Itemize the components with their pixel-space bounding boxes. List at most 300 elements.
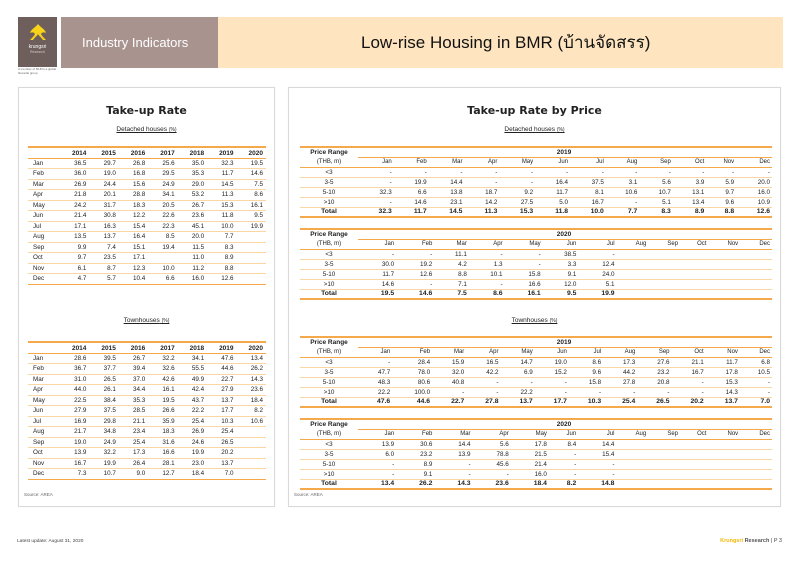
cell-value [237,437,266,448]
total-value [708,479,740,489]
month-header: Aug [616,429,648,439]
cell-value: 10.4 [119,274,148,285]
take-up-rate-panel [18,87,275,507]
total-value: 8.3 [639,207,673,217]
cell-value: 16.6 [148,448,177,459]
cell-value: 8.9 [396,459,434,469]
cell-value: 14.2 [464,197,499,207]
year-row [300,229,772,239]
cell-value [740,459,772,469]
cell-value [237,232,266,243]
panel-title: Take-up Rate by Price [467,104,602,117]
cell-value: - [535,387,569,397]
cell-value: 6.9 [501,367,535,377]
cell-value: 10.6 [237,416,266,427]
total-value [648,479,680,489]
table-body [300,167,772,217]
column-header: 2017 [148,147,177,158]
cell-value [648,259,680,269]
cell-value: 25.4 [119,437,148,448]
townhouses-subtitle [19,317,274,324]
cell-value: 20.0 [178,232,207,243]
cell-value: 8.3 [207,242,236,253]
header-row [28,342,266,353]
section-title: Industry Indicators [82,35,189,50]
cell-value: 14.6 [358,279,396,289]
cell-value: 78.0 [392,367,432,377]
total-label: Total [300,479,358,489]
page-number: | P 3 [770,538,782,544]
table-row [300,259,772,269]
total-value: 13.4 [358,479,396,489]
cell-value: - [535,167,570,177]
cell-value: 26.4 [119,458,148,469]
cell-value: 5.6 [639,177,673,187]
cell-value [617,269,649,279]
total-value [617,289,649,299]
month-header: Feb [394,157,429,167]
cell-value: 18.4 [178,469,207,480]
cell-value: 13.4 [673,197,707,207]
cell-value: 22.6 [148,211,177,222]
month-header: Oct [680,239,708,249]
cell-value: 29.0 [178,179,207,190]
month-label: Jul [28,221,60,232]
cell-value: 55.5 [178,364,207,375]
total-value [616,479,648,489]
total-value: 7.7 [606,207,640,217]
cell-value: 5.1 [578,279,616,289]
price-range-unit: (THB, m) [300,157,358,167]
month-header: Jan [358,429,396,439]
cell-value: 5.6 [473,439,511,449]
month-label: Aug [28,427,60,438]
month-label: Aug [28,232,60,243]
month-header: Feb [396,239,434,249]
cell-value: 42.4 [178,385,207,396]
cell-value [708,439,740,449]
cell-value: - [535,377,569,387]
column-header: 2014 [60,342,89,353]
cell-value: 6.6 [148,274,177,285]
cell-value: - [358,177,394,187]
cell-value: 24.4 [89,179,118,190]
page-title: Low-rise Housing in BMR (บ้านจัดสรร) [361,33,651,52]
cell-value [680,469,708,479]
cell-value [648,439,680,449]
table-row [28,385,266,396]
cell-value [648,249,680,259]
month-header: Oct [672,347,706,357]
cell-value: 25.4 [178,416,207,427]
cell-value: 19.2 [396,259,434,269]
month-header: Nov [706,347,740,357]
table-row [300,357,772,367]
logo-name: krungsri [28,44,47,50]
cell-value: 15.8 [569,377,603,387]
total-value: 20.2 [672,397,706,407]
cell-value: 10.7 [89,469,118,480]
total-row [300,397,772,407]
cell-value: 23.5 [89,253,118,264]
cell-value: 8.9 [207,253,236,264]
cell-value: 53.2 [178,190,207,201]
month-label: Dec [28,274,60,285]
cell-value: 8.7 [89,263,118,274]
cell-value: 23.2 [396,449,434,459]
cell-value: 16.6 [505,279,543,289]
cell-value: - [736,167,772,177]
cell-value: 6.8 [740,357,772,367]
column-header: 2019 [207,342,236,353]
cell-value [708,459,740,469]
cell-value: 22.3 [148,221,177,232]
logo-sub: Research [30,50,45,54]
cell-value: 15.3 [207,200,236,211]
cell-value: 15.3 [706,377,740,387]
cell-value: - [501,377,535,387]
cell-value: 14.4 [434,439,472,449]
cell-value: 38.4 [89,395,118,406]
cell-value: - [469,249,505,259]
column-header: 2016 [119,147,148,158]
month-header: Jun [543,239,579,249]
panel-title: Take-up Rate [106,104,187,117]
cell-value: 32.3 [207,158,236,169]
total-value [648,289,680,299]
cell-value [237,427,266,438]
table-head [300,147,772,167]
cell-value: 11.7 [358,269,396,279]
cell-value: - [469,279,505,289]
cell-value [740,249,772,259]
cell-value: 13.7 [89,232,118,243]
subtitle-text: Townhouses [123,317,160,324]
column-header: 2020 [237,147,266,158]
cell-value [680,279,708,289]
townhouses-price-table-2019 [300,336,772,408]
price-range: >10 [300,469,358,479]
cell-value: 19.9 [394,177,429,187]
total-value: 32.3 [358,207,394,217]
month-label: Apr [28,190,60,201]
price-range: >10 [300,197,358,207]
cell-value: 13.7 [207,395,236,406]
total-value: 11.7 [394,207,429,217]
cell-value: 14.7 [501,357,535,367]
cell-value: 42.2 [466,367,500,377]
total-value [708,289,740,299]
month-row [300,239,772,249]
month-header: May [511,429,549,439]
cell-value: 9.1 [543,269,579,279]
cell-value: 21.7 [60,427,89,438]
cell-value: 14.4 [578,439,616,449]
cell-value: - [639,167,673,177]
cell-value: 18.3 [119,200,148,211]
cell-value: 7.0 [207,469,236,480]
table-row [28,242,266,253]
table-row [28,158,266,169]
source-note: Source: AREA [24,492,53,497]
cell-value: 13.9 [434,449,472,459]
total-value: 10.3 [569,397,603,407]
cell-value: - [606,197,640,207]
cell-value: 15.2 [535,367,569,377]
price-range-label: Price Range [310,421,348,428]
cell-value: 8.8 [434,269,469,279]
cell-value: 23.6 [237,385,266,396]
cell-value: 26.6 [148,406,177,417]
logo-tagline: A member of MUFG a global financial group [18,67,57,75]
cell-value: 32.3 [358,187,394,197]
month-row [300,429,772,439]
cell-value: 16.7 [60,458,89,469]
cell-value: 18.7 [464,187,499,197]
year-header: 2020 [358,229,772,239]
month-label: Jun [28,211,60,222]
column-header: 2016 [119,342,148,353]
month-header: Apr [464,157,499,167]
month-header: Apr [473,429,511,439]
price-range: 3-5 [300,367,358,377]
cell-value: 32.0 [432,367,466,377]
cell-value: 9.7 [706,187,736,197]
month-header: Jan [358,239,396,249]
price-range: 5-10 [300,187,358,197]
table-row [28,374,266,385]
total-label: Total [300,289,358,299]
cell-value: 19.9 [178,448,207,459]
cell-value: 23.6 [178,211,207,222]
table-head [300,229,772,249]
cell-value: 11.3 [207,190,236,201]
cell-value: 14.3 [237,374,266,385]
month-label: May [28,200,60,211]
cell-value [680,459,708,469]
cell-value: 30.6 [396,439,434,449]
cell-value: 16.9 [60,416,89,427]
cell-value [616,469,648,479]
total-value: 8.9 [673,207,707,217]
total-value [680,289,708,299]
brand-research: Research [744,538,770,544]
cell-value: 29.5 [148,169,177,180]
subtitle-unit: (%) [549,318,558,324]
year-header: 2019 [358,147,772,157]
cell-value: 15.6 [119,179,148,190]
cell-value: 11.7 [207,169,236,180]
month-header: Oct [680,429,708,439]
cell-value: - [637,387,671,397]
cell-value: 42.6 [148,374,177,385]
cell-value: 15.8 [505,269,543,279]
total-value: 14.5 [429,207,465,217]
cell-value: 9.6 [706,197,736,207]
table-row [300,187,772,197]
cell-value: - [358,197,394,207]
month-header: Aug [606,157,640,167]
month-header: Apr [469,239,505,249]
townhouses-subtitle [289,317,780,324]
cell-value: 7.3 [60,469,89,480]
total-value: 26.5 [637,397,671,407]
table-row [300,387,772,397]
cell-value: - [549,469,578,479]
total-label: Total [300,397,358,407]
month-header: Feb [392,347,432,357]
cell-value: 18.4 [237,395,266,406]
month-header: Dec [740,347,772,357]
year-header: 2020 [358,419,772,429]
table-row [28,437,266,448]
cell-value: - [673,167,707,177]
cell-value: 1.3 [469,259,505,269]
take-up-rate-by-price-panel [288,87,781,507]
cell-value: 12.6 [207,274,236,285]
table-row [28,458,266,469]
cell-value [740,449,772,459]
cell-value [617,249,649,259]
total-value: 11.3 [464,207,499,217]
cell-value: - [706,167,736,177]
cell-value: 3.1 [606,177,640,187]
cell-value: 12.4 [578,259,616,269]
source-note: Source: AREA [294,492,323,497]
price-range: 3-5 [300,177,358,187]
total-value [680,479,708,489]
cell-value [680,259,708,269]
cell-value: 80.6 [392,377,432,387]
cell-value: 26.8 [119,158,148,169]
cell-value: 5.0 [535,197,570,207]
column-header [28,342,60,353]
cell-value: 10.3 [207,416,236,427]
total-value: 13.7 [706,397,740,407]
cell-value: 11.1 [434,249,469,259]
cell-value: 40.8 [432,377,466,387]
cell-value: 12.3 [119,263,148,274]
cell-value: 36.0 [60,169,89,180]
total-value: 27.8 [466,397,500,407]
column-header: 2020 [237,342,266,353]
cell-value: 23.0 [178,458,207,469]
cell-value: 13.8 [429,187,465,197]
detached-price-table-2019 [300,146,772,218]
cell-value: 3.9 [673,177,707,187]
table-row [28,469,266,480]
cell-value: 49.9 [178,374,207,385]
cell-value: 26.5 [207,437,236,448]
cell-value: 9.6 [569,367,603,377]
cell-value [708,469,740,479]
cell-value: 27.6 [637,357,671,367]
month-header: Mar [429,157,465,167]
cell-value: 17.1 [119,253,148,264]
total-value: 14.8 [578,479,616,489]
price-range: <3 [300,249,358,259]
cell-value: 9.2 [499,187,535,197]
total-value: 23.6 [473,479,511,489]
table-row [28,253,266,264]
month-label: Oct [28,448,60,459]
cell-value: - [578,469,616,479]
cell-value: 26.9 [178,427,207,438]
cell-value [740,279,772,289]
price-range: <3 [300,167,358,177]
cell-value: 37.5 [89,406,118,417]
total-value: 17.7 [535,397,569,407]
month-header: Nov [708,239,740,249]
column-header: 2019 [207,147,236,158]
cell-value: 34.8 [89,427,118,438]
cell-value: 9.9 [60,242,89,253]
cell-value: - [429,167,465,177]
cell-value: 20.2 [207,448,236,459]
month-header: Jan [358,347,392,357]
price-range-header [300,337,358,347]
cell-value: - [396,249,434,259]
cell-value: 7.7 [207,232,236,243]
table-body [300,249,772,299]
table-row [300,469,772,479]
cell-value: 18.3 [148,427,177,438]
month-header: Jun [535,157,570,167]
cell-value: 4.7 [60,274,89,285]
month-header: Nov [708,429,740,439]
table-row [28,364,266,375]
cell-value: 6.1 [60,263,89,274]
column-header: 2015 [89,147,118,158]
cell-value: - [434,469,472,479]
cell-value: 8.1 [570,187,606,197]
cell-value: 22.2 [358,387,392,397]
cell-value [237,263,266,274]
month-header: Aug [617,239,649,249]
cell-value: 34.1 [148,190,177,201]
cell-value: - [358,459,396,469]
cell-value: 5.1 [639,197,673,207]
cell-value: 19.5 [148,395,177,406]
cell-value [708,249,740,259]
price-range: 3-5 [300,449,358,459]
column-header: 2015 [89,342,118,353]
cell-value: 11.7 [706,357,740,367]
cell-value: 8.5 [148,232,177,243]
total-value: 11.8 [535,207,570,217]
cell-value: 30.8 [89,211,118,222]
cell-value: 13.9 [358,439,396,449]
cell-value [708,269,740,279]
cell-value: 10.5 [740,367,772,377]
cell-value: 26.7 [119,353,148,364]
cell-value [648,469,680,479]
subtitle-unit: (%) [556,127,565,133]
cell-value: 24.2 [60,200,89,211]
cell-value: 27.9 [60,406,89,417]
page-header [218,17,783,68]
cell-value: 16.4 [535,177,570,187]
total-value: 44.6 [392,397,432,407]
cell-value [237,274,266,285]
cell-value: 8.8 [207,263,236,274]
cell-value: 19.5 [237,158,266,169]
cell-value: 26.7 [178,200,207,211]
cell-value [740,259,772,269]
month-header: Mar [434,429,472,439]
table-head [300,419,772,439]
column-header: 2018 [178,147,207,158]
